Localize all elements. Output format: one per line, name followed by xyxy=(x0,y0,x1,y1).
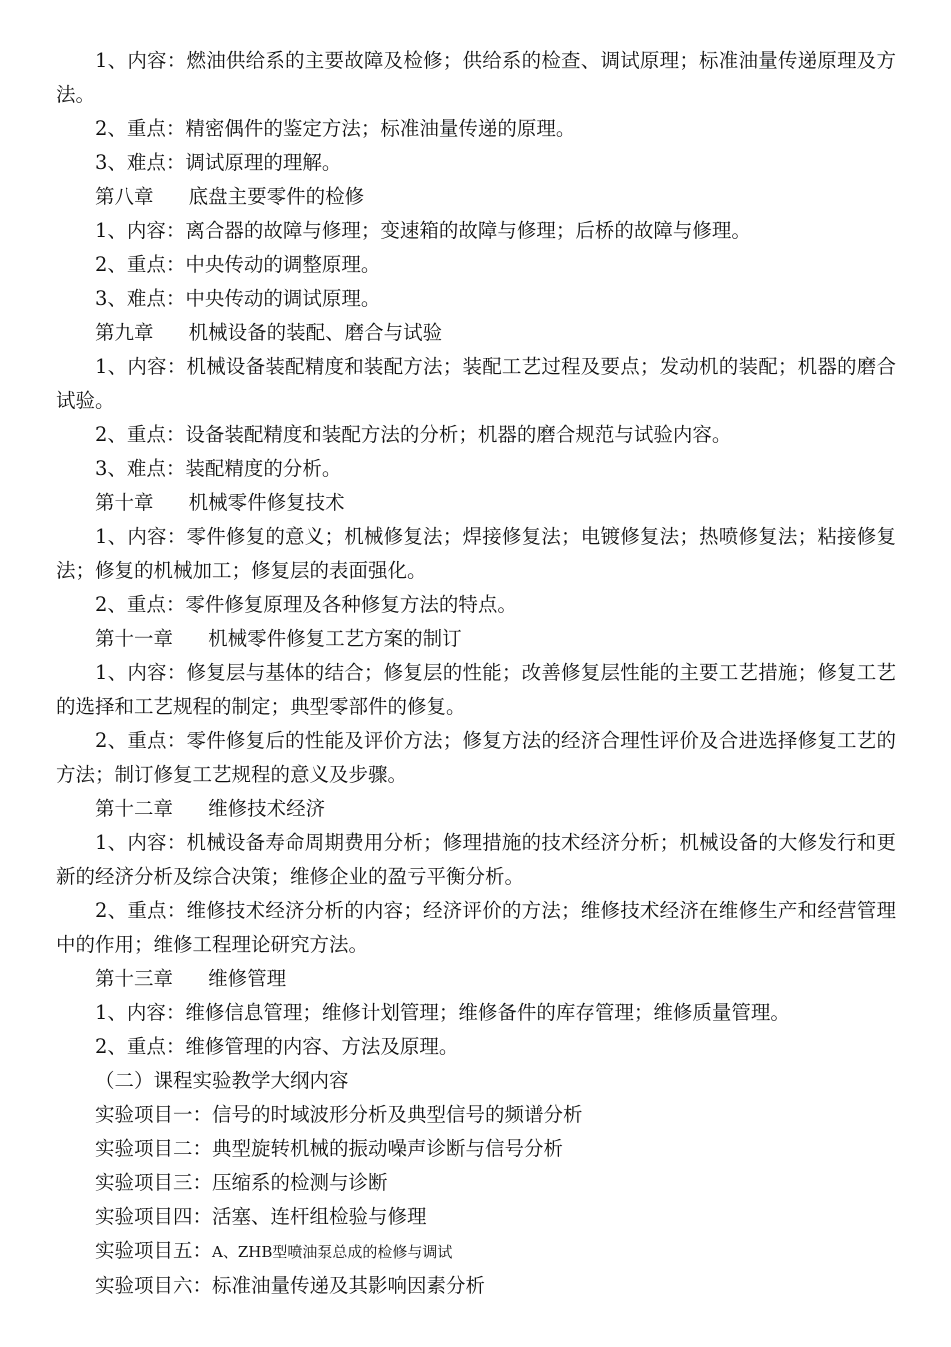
chapter-heading xyxy=(56,316,896,350)
chapter-heading xyxy=(56,792,896,826)
paragraph: 1、内容：离合器的故障与修理；变速箱的故障与修理；后桥的故障与修理。 xyxy=(95,219,751,242)
experiment-label: 实验项目五： xyxy=(95,1239,213,1262)
chapter-number: 第十二章 xyxy=(95,797,174,820)
paragraph: 2、重点：零件修复后的性能及评价方法；修复方法的经济合理性评价及合进选择修复工艺的方法；制订修复工艺规程的意义及步骤。 xyxy=(56,729,896,786)
experiment-item: 实验项目六：标准油量传递及其影响因素分析 xyxy=(95,1274,486,1297)
chapter-number: 第十一章 xyxy=(95,627,174,650)
paragraph: 3、难点：调试原理的理解。 xyxy=(95,151,342,174)
experiment-item xyxy=(56,1234,896,1269)
chapter-title: 机械零件修复技术 xyxy=(188,491,345,514)
experiment-item: 实验项目四：活塞、连杆组检验与修理 xyxy=(95,1205,427,1228)
chapter-number: 第十三章 xyxy=(95,967,174,990)
paragraph: 1、内容：机械设备寿命周期费用分析；修理措施的技术经济分析；机械设备的大修发行和更新的经济分析及综合决策；维修企业的盈亏平衡分析。 xyxy=(56,831,896,888)
chapter-heading xyxy=(56,622,896,656)
experiment-title-small: A、ZHB型喷油泵总成的检修与调试 xyxy=(212,1243,453,1261)
chapter-title: 维修管理 xyxy=(208,967,287,990)
chapter-number: 第九章 xyxy=(95,321,154,344)
chapter-number: 第十章 xyxy=(95,491,154,514)
paragraph: 3、难点：中央传动的调试原理。 xyxy=(95,287,381,310)
paragraph: 1、内容：维修信息管理；维修计划管理；维修备件的库存管理；维修质量管理。 xyxy=(95,1001,790,1024)
paragraph: 2、重点：零件修复原理及各种修复方法的特点。 xyxy=(95,593,517,616)
paragraph: 3、难点：装配精度的分析。 xyxy=(95,457,342,480)
paragraph: 1、内容：燃油供给系的主要故障及检修；供给系的检查、调试原理；标准油量传递原理及方法。 xyxy=(56,49,896,106)
chapter-title: 维修技术经济 xyxy=(208,797,326,820)
chapter-heading xyxy=(56,962,896,996)
paragraph: 2、重点：中央传动的调整原理。 xyxy=(95,253,381,276)
section-heading: （二）课程实验教学大纲内容 xyxy=(95,1069,349,1092)
paragraph: 2、重点：维修管理的内容、方法及原理。 xyxy=(95,1035,459,1058)
experiment-item: 实验项目三：压缩系的检测与诊断 xyxy=(95,1171,388,1194)
paragraph: 2、重点：设备装配精度和装配方法的分析；机器的磨合规范与试验内容。 xyxy=(95,423,732,446)
paragraph: 2、重点：维修技术经济分析的内容；经济评价的方法；维修技术经济在维修生产和经营管理中的作用；维修工程理论研究方法。 xyxy=(56,899,896,956)
paragraph: 1、内容：机械设备装配精度和装配方法；装配工艺过程及要点；发动机的装配；机器的磨合试验。 xyxy=(56,355,896,412)
chapter-heading xyxy=(56,486,896,520)
paragraph: 2、重点：精密偶件的鉴定方法；标准油量传递的原理。 xyxy=(95,117,576,140)
paragraph: 1、内容：修复层与基体的结合；修复层的性能；改善修复层性能的主要工艺措施；修复工艺的选择和工艺规程的制定；典型零部件的修复。 xyxy=(56,661,896,718)
chapter-title: 机械设备的装配、磨合与试验 xyxy=(188,321,443,344)
experiment-item: 实验项目二：典型旋转机械的振动噪声诊断与信号分析 xyxy=(95,1137,564,1160)
document-page xyxy=(56,44,896,1303)
chapter-title: 机械零件修复工艺方案的制订 xyxy=(208,627,462,650)
chapter-title: 底盘主要零件的检修 xyxy=(188,185,365,208)
experiment-item: 实验项目一：信号的时域波形分析及典型信号的频谱分析 xyxy=(95,1103,583,1126)
chapter-heading xyxy=(56,180,896,214)
chapter-number: 第八章 xyxy=(95,185,154,208)
paragraph: 1、内容：零件修复的意义；机械修复法；焊接修复法；电镀修复法；热喷修复法；粘接修复法；修复的机械加工；修复层的表面强化。 xyxy=(56,525,896,582)
